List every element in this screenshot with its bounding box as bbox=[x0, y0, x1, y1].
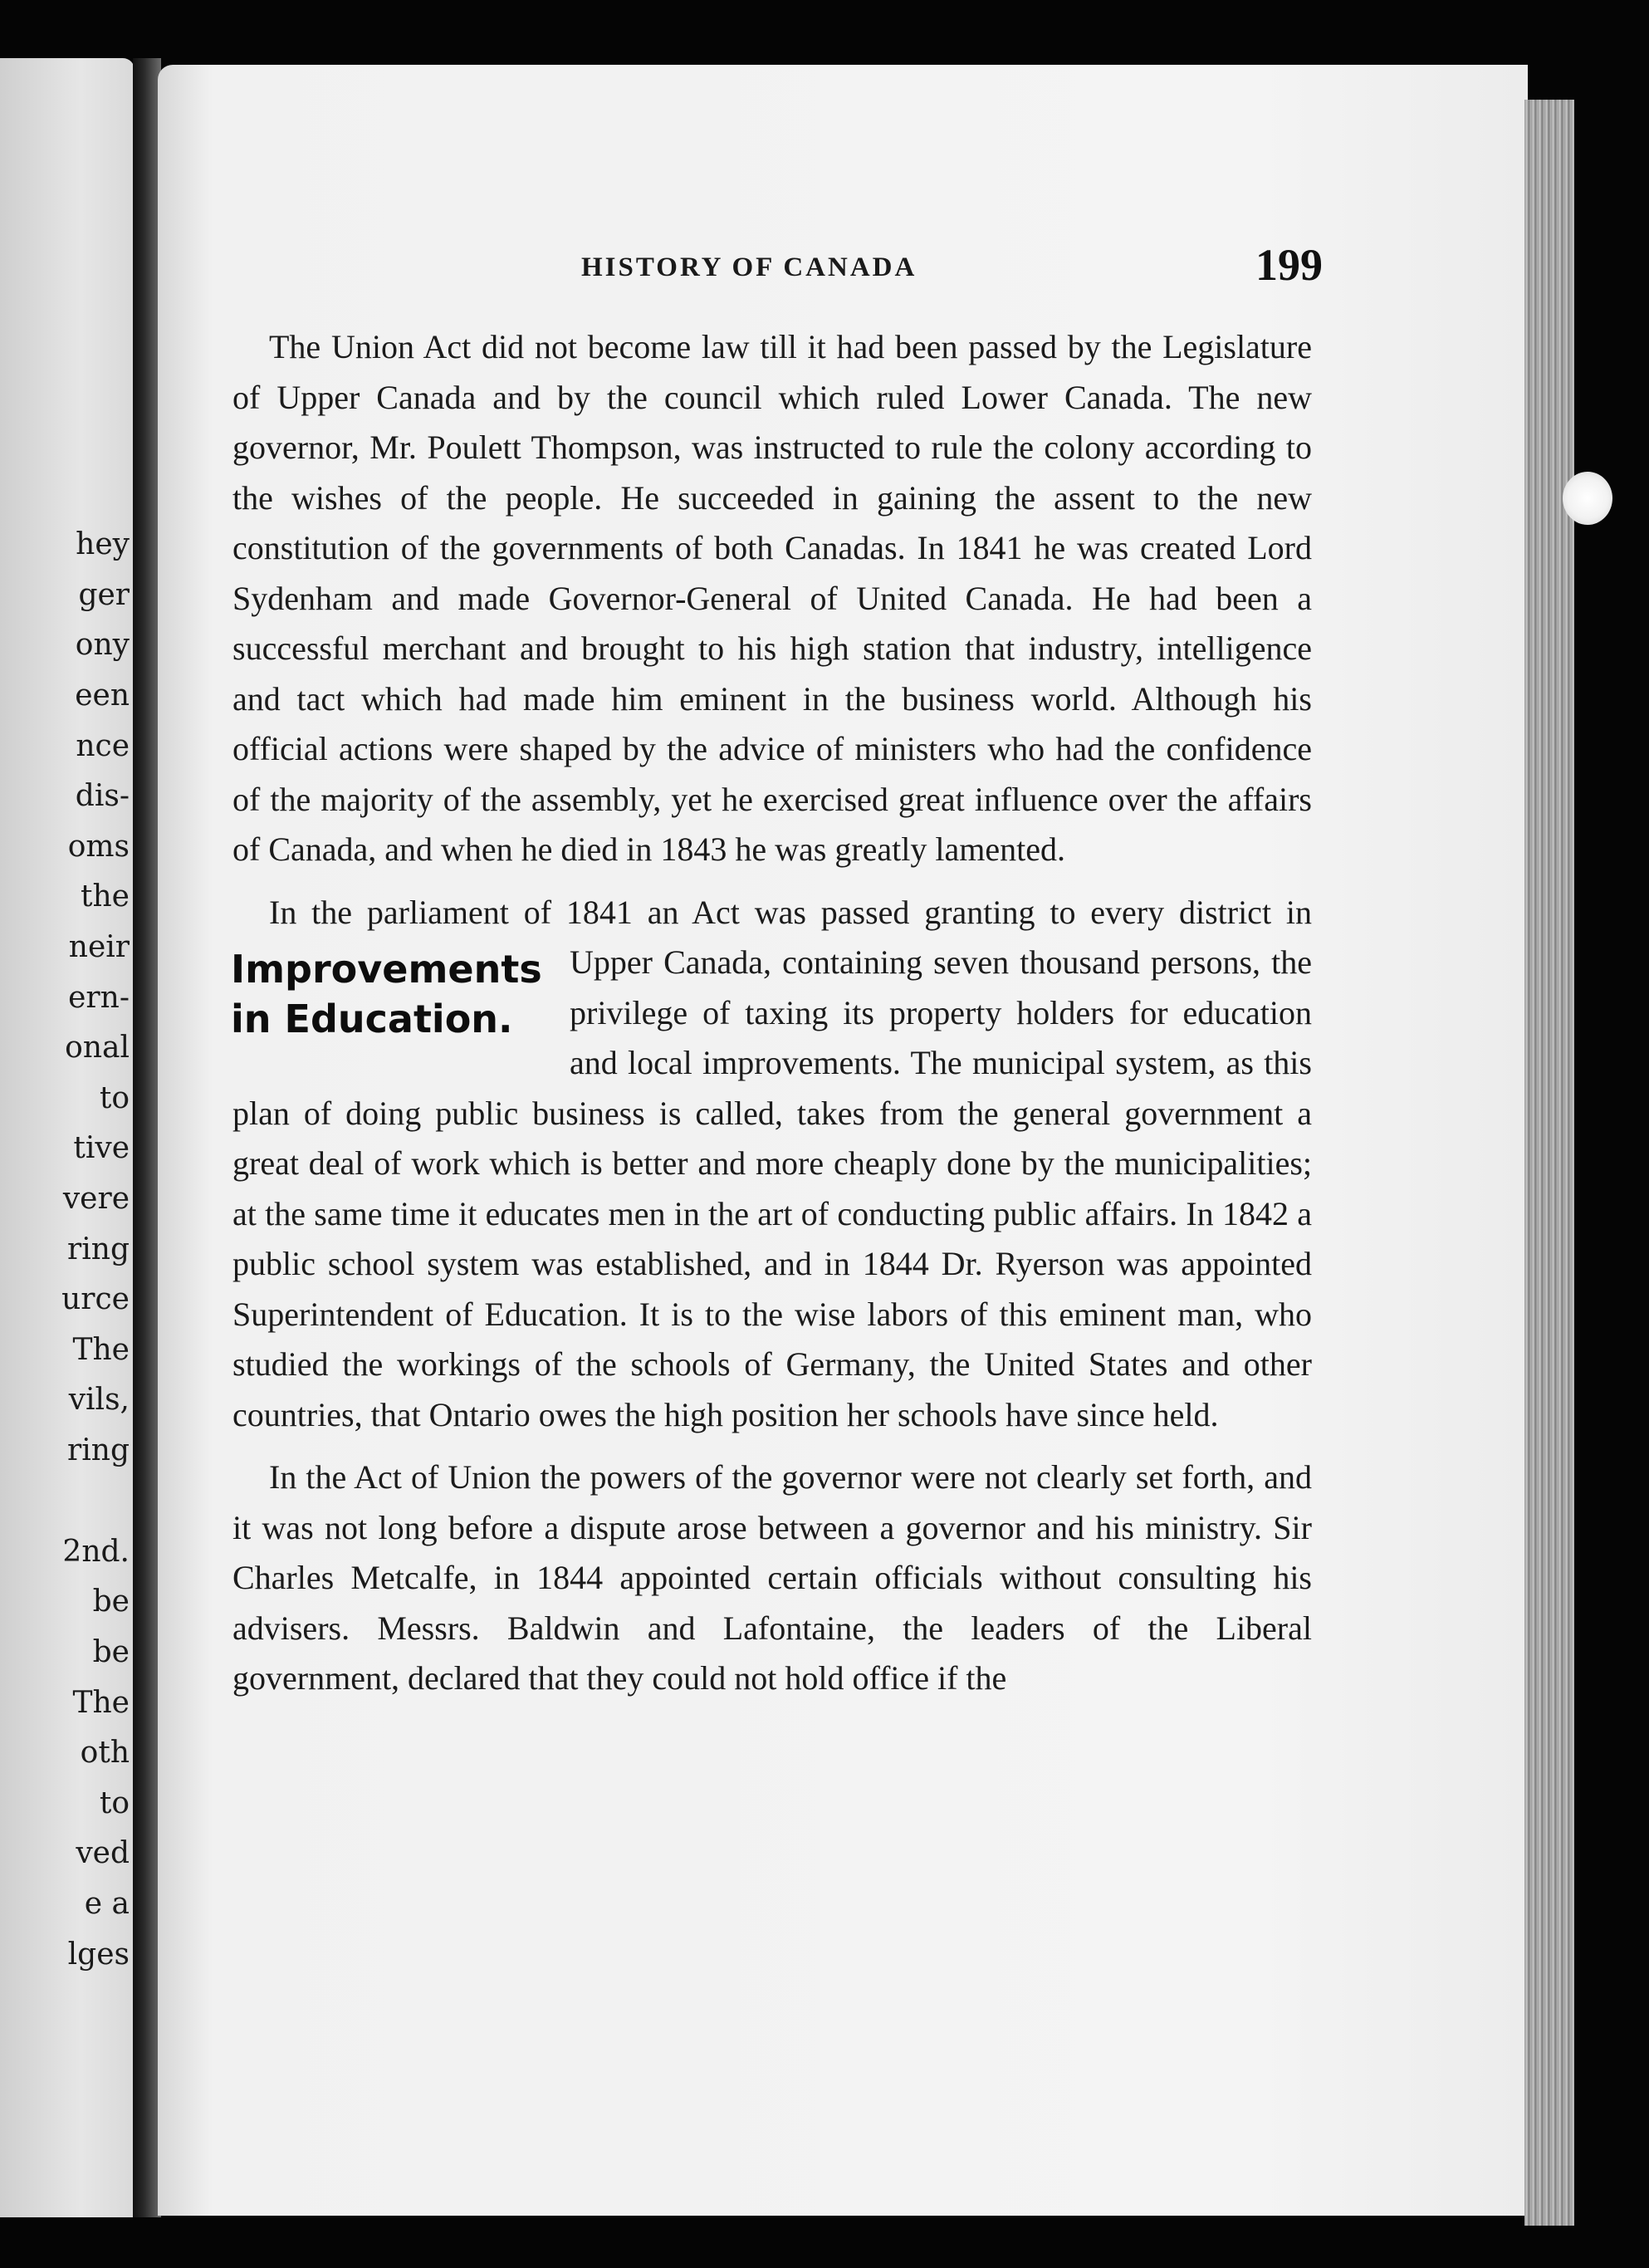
line-end: the bbox=[81, 879, 130, 914]
line-end: The bbox=[72, 1333, 130, 1367]
line-end: ring bbox=[67, 1433, 130, 1467]
line-end: neir bbox=[68, 930, 130, 964]
line-end: ger bbox=[78, 578, 130, 612]
line-end: oms bbox=[67, 830, 130, 864]
running-title: HISTORY OF CANADA bbox=[581, 252, 917, 282]
page-edge-stack bbox=[1524, 100, 1574, 2226]
line-end: ring bbox=[67, 1232, 130, 1266]
line-end: urce bbox=[61, 1282, 130, 1316]
line-end: be bbox=[92, 1635, 130, 1669]
line-end: een bbox=[75, 678, 130, 713]
line-end: dis- bbox=[75, 779, 130, 813]
book-spine bbox=[133, 58, 161, 2217]
line-end: ved bbox=[76, 1836, 130, 1870]
page-body-text bbox=[232, 322, 1312, 1717]
line-end: to bbox=[99, 1786, 130, 1820]
line-end: 2nd. bbox=[62, 1535, 130, 1569]
line-end: The bbox=[72, 1686, 130, 1720]
line-end: nce bbox=[76, 729, 130, 763]
line-end: hey bbox=[76, 527, 130, 561]
line-end: to bbox=[99, 1081, 130, 1115]
line-end: vils, bbox=[68, 1383, 130, 1417]
line-end: onal bbox=[65, 1031, 130, 1065]
page-number: 199 bbox=[1255, 240, 1323, 290]
previous-page-fragment bbox=[0, 58, 135, 2217]
paragraph-union-act: The Union Act did not become law till it had been passed by the Legislature of Upper Canada and by the council which ruled Lower Canada. The new governor, Mr. Poulett Thompson, was instructed to rule the colony according to the wishes of the people. He succeeded in gaining the assent to the new constitution of the governments of both Canadas. In 1841 he was created Lord Sydenham and made Governor-General of United Canada. He had been a successful merchant and brought to his high station that industry, intelligence and tact which had made him eminent in the business world. Although his official actions were shaped by the advice of ministers who had the confidence of the majority of the assembly, yet he exercised great influence over the affairs of Canada, and when he died in 1843 he was greatly lamented. bbox=[232, 328, 1312, 868]
line-end: ony bbox=[75, 628, 130, 662]
line-end: oth bbox=[80, 1736, 130, 1770]
line-end: lges bbox=[67, 1937, 130, 1972]
paper-blemish bbox=[1563, 472, 1612, 525]
paragraph-continuation: persons, the privilege of taxing its property holders for education and local improvements. The municipal system, as this plan of doing public business is called, takes from the general government a great deal of work which is better and more cheaply done by the municipalities; at the same time it educates men in the art of conducting public affairs. In 1842 a public school system was established, and in 1844 Dr. Ryerson was appointed Superintendent of Education. It is to the wise labors of this eminent man, who studied the workings of the schools of Germany, the United States and other countries, that Ontario owes the high position her schools have since held. bbox=[232, 943, 1312, 1433]
line-end: vere bbox=[62, 1182, 130, 1216]
line-end: ern- bbox=[68, 981, 130, 1015]
line-end: tive bbox=[73, 1131, 130, 1165]
paragraph-municipal-system bbox=[232, 888, 1312, 1441]
line-end: e a bbox=[84, 1887, 130, 1921]
side-heading: Improvements in Education. bbox=[231, 947, 542, 1041]
line-end: be bbox=[92, 1585, 130, 1619]
paragraph-act-of-union-dispute: In the Act of Union the powers of the governor were not clearly set forth, and it was not long before a dispute arose between a governor and his ministry. Sir Charles Metcalfe, in 1844 appointed certain officials without consulting his advisers. Messrs. Baldwin and Lafontaine, the leaders of the Liberal government, declared that they could not hold office if the bbox=[232, 1458, 1312, 1697]
paragraph-lead: In the parliament of 1841 an Act was passed granting to every district in Upper Canada, containing seven thousand bbox=[269, 893, 1312, 981]
